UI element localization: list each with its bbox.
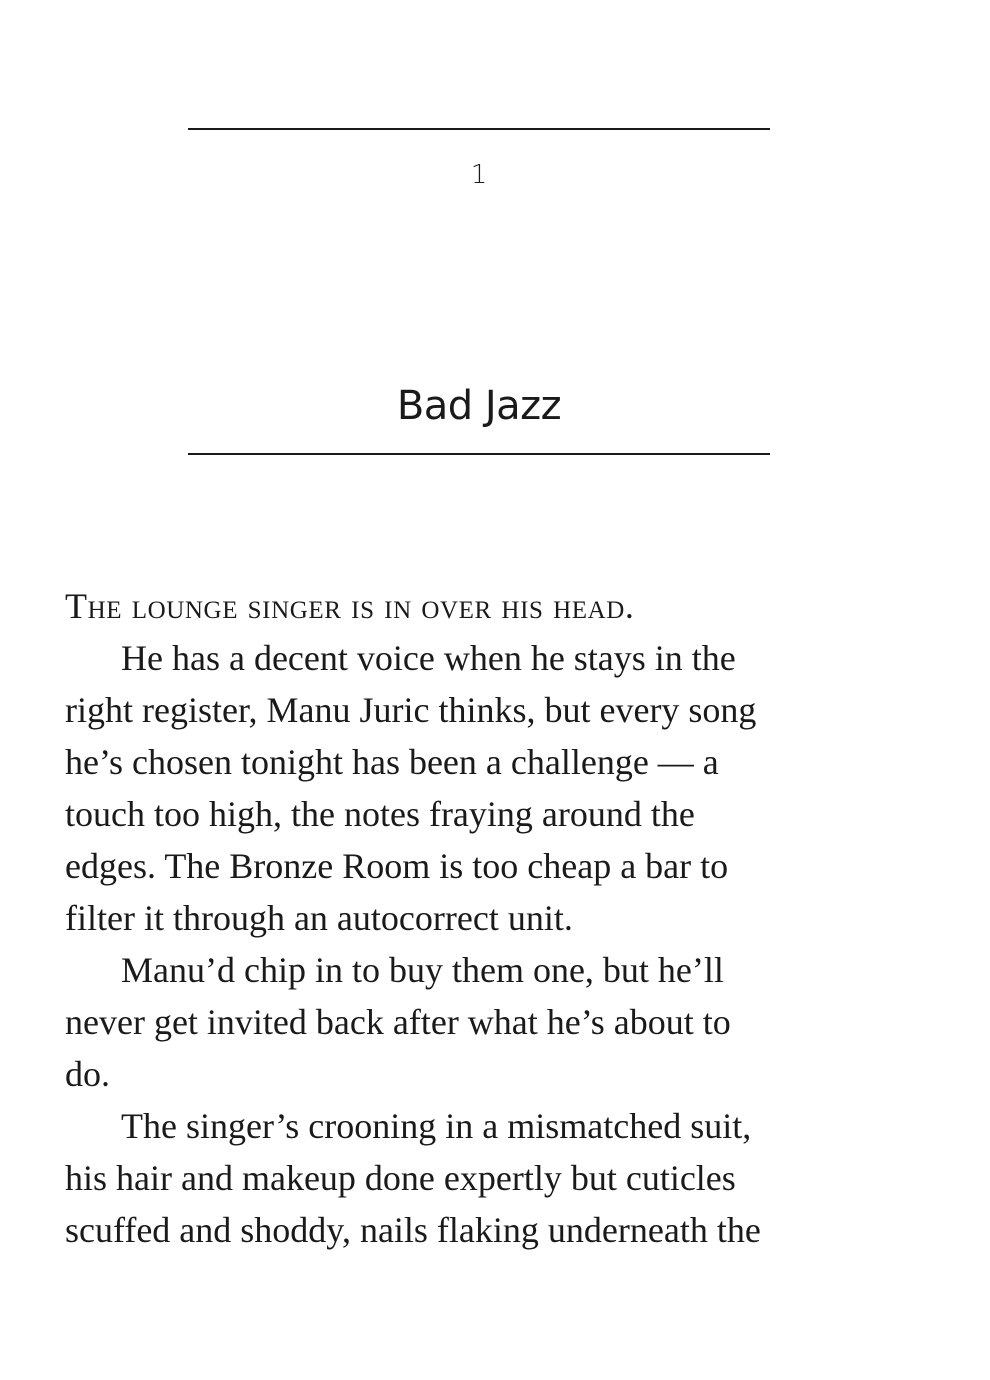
bottom-divider-rule xyxy=(188,453,770,455)
top-divider-rule xyxy=(188,128,770,130)
paragraph-line: right register, Manu Juric thinks, but every song xyxy=(65,690,757,730)
chapter-title: Bad Jazz xyxy=(396,383,562,429)
chapter-number: 1 xyxy=(470,160,488,190)
paragraph-line: touch too high, the notes fraying around the xyxy=(65,794,695,834)
paragraph-line: scuffed and shoddy, nails flaking underneath the xyxy=(65,1210,761,1250)
chapter-body-text xyxy=(65,580,935,1256)
paragraph-line: do. xyxy=(65,1054,110,1094)
paragraph-line: his hair and makeup done expertly but cuticles xyxy=(65,1158,736,1198)
paragraph-line: edges. The Bronze Room is too cheap a bar to xyxy=(65,846,729,886)
paragraph-line: he’s chosen tonight has been a challenge — a xyxy=(65,742,719,782)
opening-line: The lounge singer is in over his head. xyxy=(65,586,635,626)
paragraph-line: The singer’s crooning in a mismatched suit, xyxy=(121,1106,752,1146)
paragraph-line: never get invited back after what he’s about to xyxy=(65,1002,731,1042)
paragraph-line: Manu’d chip in to buy them one, but he’ll xyxy=(121,950,724,990)
paragraph-line: filter it through an autocorrect unit. xyxy=(65,898,573,938)
paragraph-line: He has a decent voice when he stays in the xyxy=(121,638,736,678)
